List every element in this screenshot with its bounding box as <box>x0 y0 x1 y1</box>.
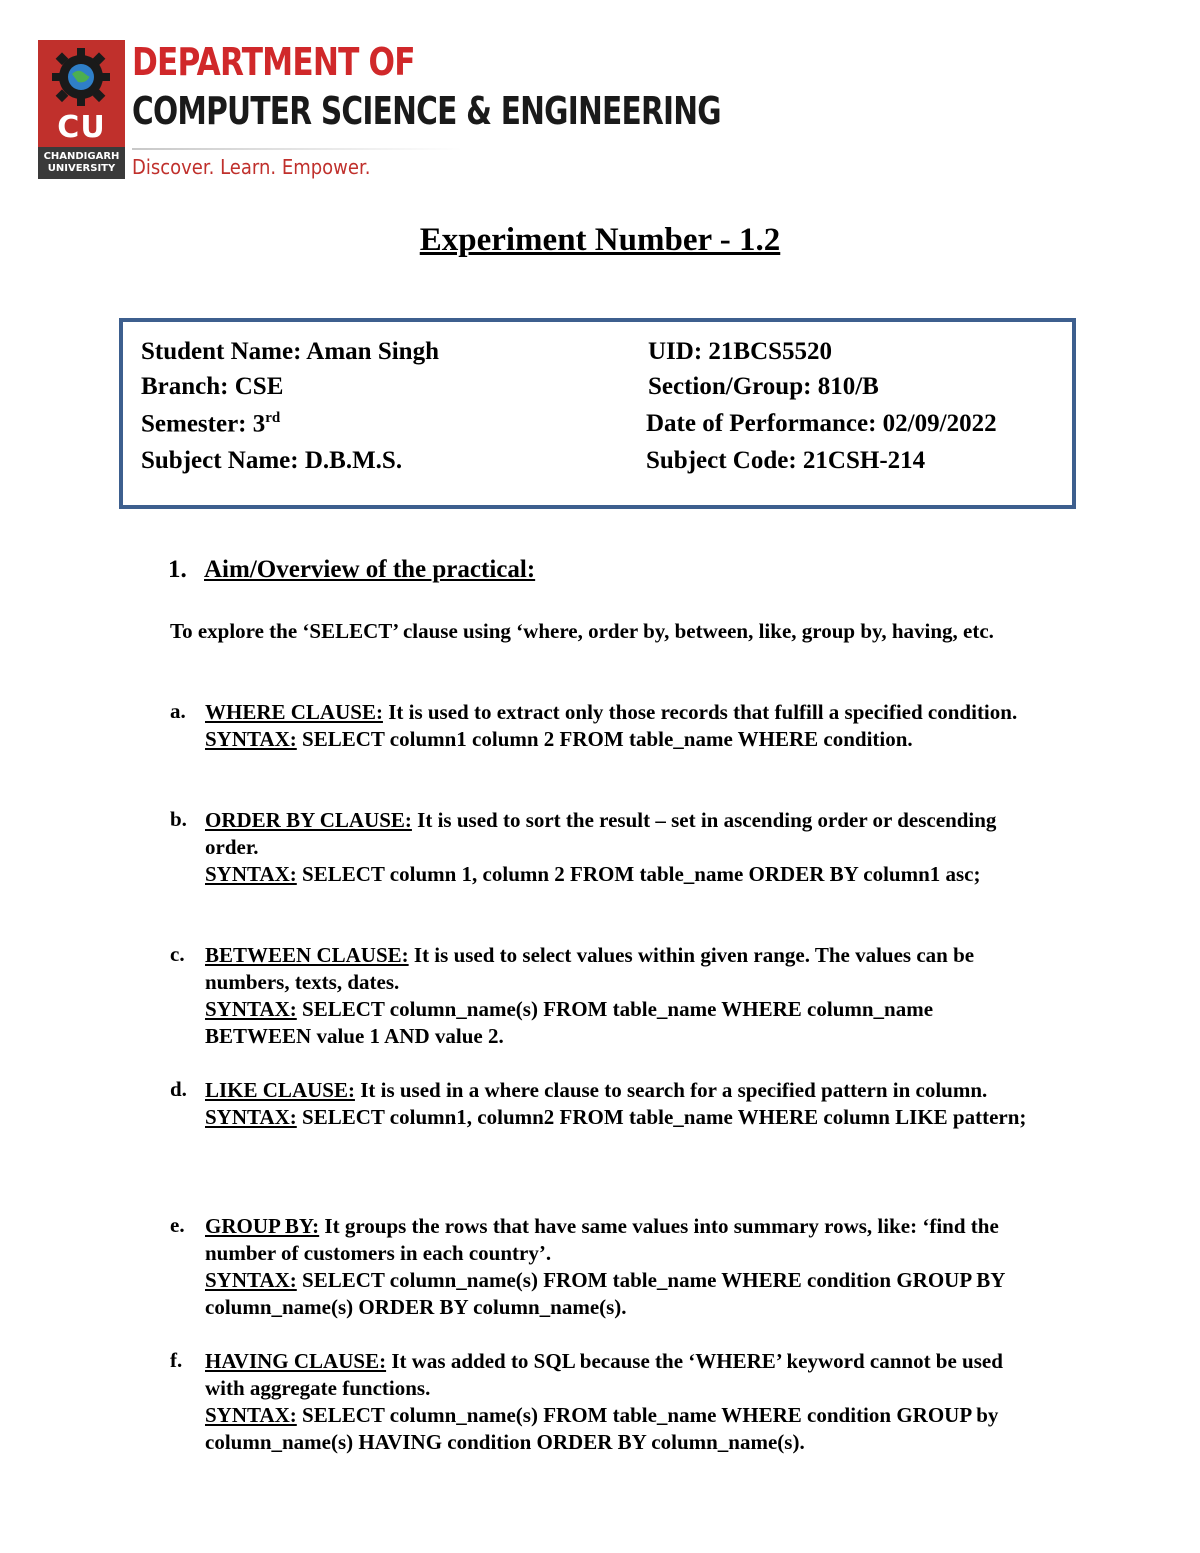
gear-globe-icon <box>48 46 115 108</box>
branch: Branch: CSE <box>141 373 284 400</box>
uid: UID: 21BCS5520 <box>648 338 833 365</box>
subject-name: Subject Name: D.B.M.S. <box>141 447 403 474</box>
logo-university-text: CHANDIGARH UNIVERSITY <box>38 147 125 179</box>
section-title: Aim/Overview of the practical: <box>204 556 536 583</box>
list-item: WHERE CLAUSE: It is used to extract only those records that fulfill a specified condition. SYNTAX: SELECT column1 column 2 FROM table_name WHERE condition. <box>205 700 1018 751</box>
item-letter: f. <box>170 1348 183 1372</box>
list-item: LIKE CLAUSE: It is used in a where clause to search for a specified pattern in column. SYNTAX: SELECT column1, column2 FROM table_name WHERE column LIKE pattern; <box>205 1078 1027 1129</box>
item-letter: c. <box>170 942 185 966</box>
section-group: Section/Group: 810/B <box>648 373 879 400</box>
item-letter: e. <box>170 1213 185 1237</box>
semester: Semester: 3rd <box>141 410 281 438</box>
aim-text: To explore the ‘SELECT’ clause using ‘where, order by, between, like, group by, having, etc. <box>170 619 994 643</box>
logo-cu-text: CU <box>57 110 106 145</box>
subject-code: Subject Code: 21CSH-214 <box>646 447 926 474</box>
list-item: ORDER BY CLAUSE: It is used to sort the result – set in ascending order or descending order. SYNTAX: SELECT column 1, column 2 FROM table_name ORDER BY column1 asc; <box>205 808 997 886</box>
item-letter: a. <box>170 699 186 723</box>
item-letter: b. <box>170 807 187 831</box>
university-logo <box>38 40 125 179</box>
department-line-2: COMPUTER SCIENCE & ENGINEERING <box>132 89 721 133</box>
list-item: GROUP BY: It groups the rows that have same values into summary rows, like: ‘find the number of customers in each country’. SYNTAX: SELECT column_name(s) FROM table_name WHERE condition GROUP BY column_name(s) ORDER BY column_name(s). <box>205 1214 1005 1319</box>
date-of-performance: Date of Performance: 02/09/2022 <box>646 410 997 437</box>
tagline: Discover. Learn. Empower. <box>132 155 371 179</box>
page-title: Experiment Number - 1.2 <box>419 222 781 258</box>
list-item: HAVING CLAUSE: It was added to SQL because the ‘WHERE’ keyword cannot be used with aggregate functions. SYNTAX: SELECT column_name(s) FROM table_name WHERE condition GROUP by column_name(s) HAVING condition ORDER BY column_name(s). <box>205 1349 1003 1454</box>
department-line-1: DEPARTMENT OF <box>132 40 415 84</box>
section-number: 1. <box>168 556 187 583</box>
list-item: BETWEEN CLAUSE: It is used to select values within given range. The values can be numbers, texts, dates. SYNTAX: SELECT column_name(s) FROM table_name WHERE column_name BETWEEN value 1 AND value 2. <box>205 943 975 1048</box>
item-letter: d. <box>170 1077 187 1101</box>
student-name: Student Name: Aman Singh <box>141 338 439 365</box>
header-divider <box>132 148 462 150</box>
